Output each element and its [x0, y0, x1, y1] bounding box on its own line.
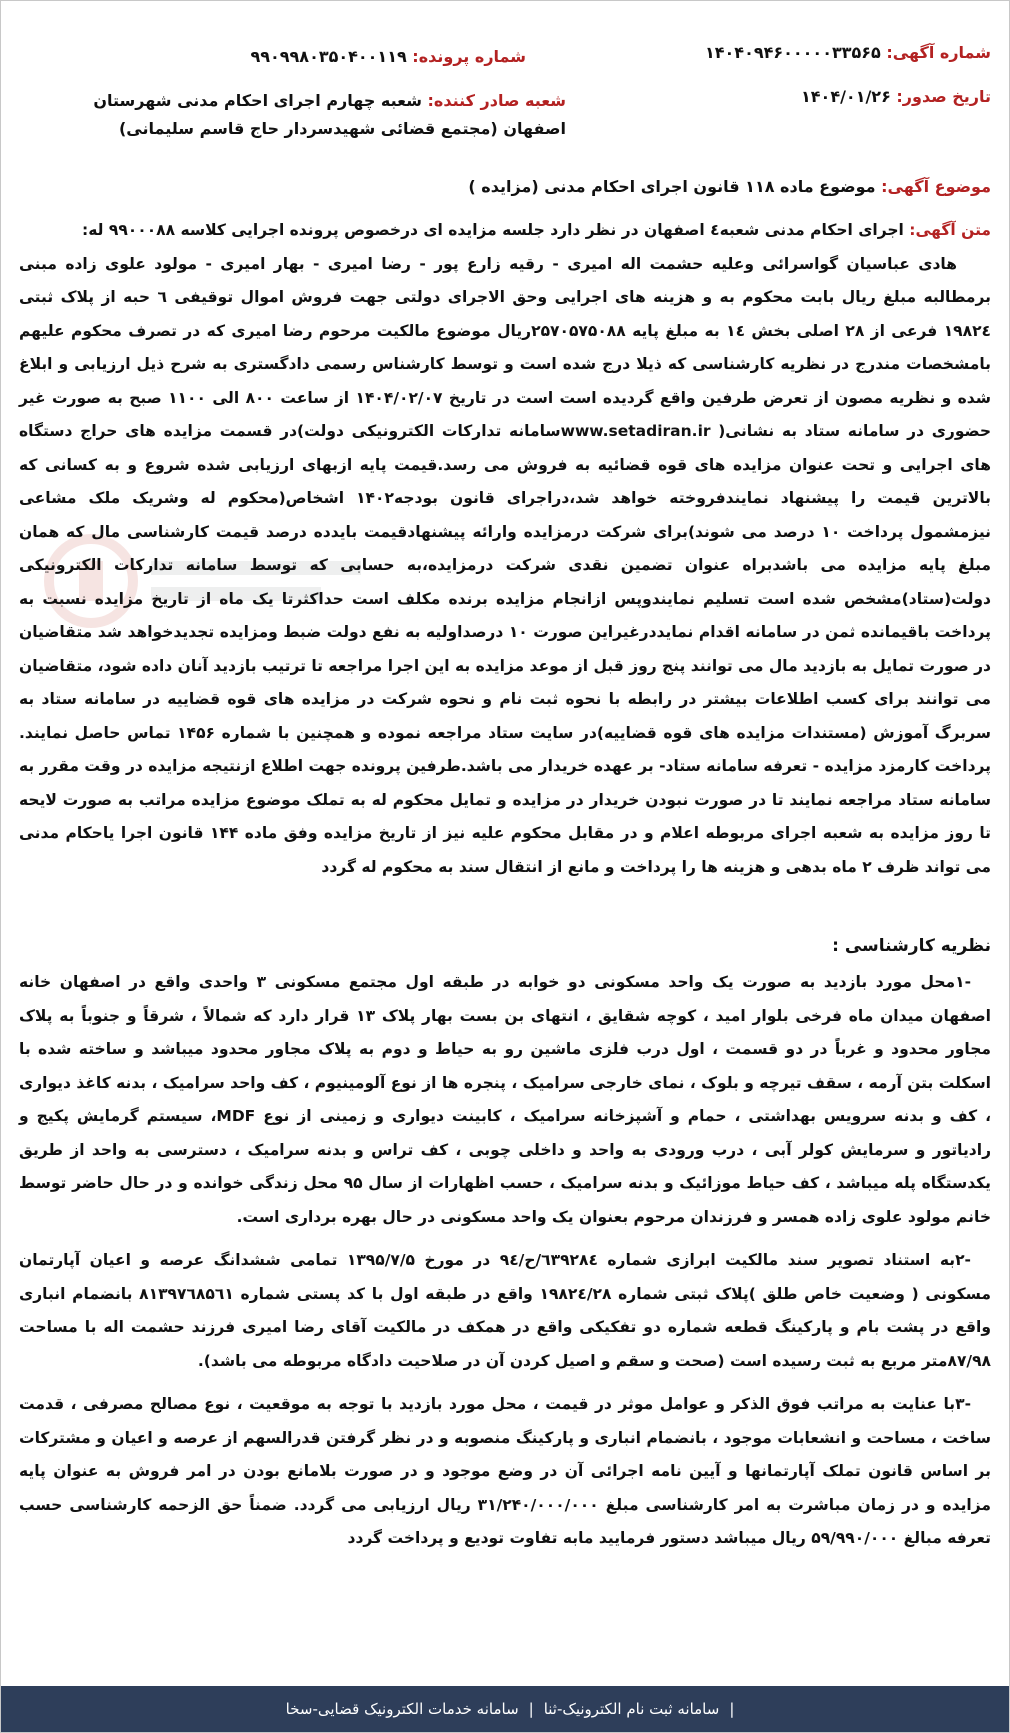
expert-item-3: -۳با عنایت به مراتب فوق الذکر و عوامل موثر در قیمت ، محل مورد بازدید با توجه به موقعیت ، نوع مصالح مصرفی ، قدمت ساخت ، مساحت و انشعابات موجود ، بانضمام انباری و پارکینگ منصوبه و در نظر گرفتن قدرالسهم از عرصه و اعیان و مشترکات بر اساس قانون تملک آپارتمانها و آیین نامه اجرائی آن در وضع موجود و در صورت بلامانع بودن در امر فروش به عنوان پایه مزایده و در زمان مباشرت به امر کارشناسی مبلغ ۳۱/۲۴۰/۰۰۰/۰۰۰ ریال ارزیابی می گردد. ضمناً حق الزحمه کارشناسی حسب تعرفه مبالغ ۵۹/۹۹۰/۰۰۰ ریال میباشد دستور فرمایید مابه تفاوت تودیع و پرداخت گردد	[19, 1395, 991, 1547]
issue-date: ۱۴۰۴/۰۱/۲۶	[801, 87, 891, 106]
issue-date-block	[591, 87, 991, 106]
ad-number-block	[591, 43, 991, 62]
header-row-2	[19, 87, 991, 157]
issuer: شعبه چهارم اجرای احکام مدنی شهرستان اصفهان (مجتمع قضائی شهیدسردار حاج قاسم سلیمانی)	[93, 91, 566, 138]
ad-content	[1, 1, 1009, 1686]
expert-item-2: -۲به استناد تصویر سند مالکیت ابرازی شماره ٦۳۹۲۸٤/ح/۹٤ در مورخ ۱۳۹۵/۷/۵ تمامی ششدانگ عرصه و اعیان آپارتمان مسکونی ( وضعیت خاص طلق )پلاک ثبتی شماره ۱۹۸۲٤/۲۸ واقع در طبقه اول با کد پستی شماره ۸۱۳۹۷٦۸۵٦۱ بانضمام انباری واقع در پشت بام و پارکینگ قطعه شماره دو تفکیکی واقع در همکف در مالکیت آقای رضا امیری فرزند حشمت اله با مساحت ۸۷/۹۸متر مربع به ثبت رسیده است (صحت و سقم و اصیل کردن آن در صلاحیت دادگاه مربوطه می باشد).	[19, 1251, 991, 1370]
case-number-block	[0, 43, 566, 71]
case-number-label: شماره پرونده:	[412, 47, 526, 66]
expert-item-1: -۱محل مورد بازدید به صورت یک واحد مسکونی دو خوابه در طبقه اول مجتمع مسکونی ۳ واحدی واقع در اصفهان خانه اصفهان میدان ماه فرخی بلوار امید ، کوچه شقایق ، انتهای بن بست بهار پلاک ۱۳ قرار دارد که شمالاً ، شرقاً و جنوباً به پلاک مجاور محدود و غرباً در دو قسمت ، اول درب فلزی ماشین رو به حیاط و دوم به پلاک مجاور محدود میباشد و ساخته شده با اسکلت بتن آرمه ، سقف تیرچه و بلوک ، نمای خارجی سرامیک ، پنجره ها از نوع آلومینیوم ، کف واحد سرامیک ، بدنه کاغذ دیواری ، کف و بدنه سرویس بهداشتی ، حمام و آشپزخانه سرامیک ، کابینت دیواری و زمینی از نوع MDF، سیستم گرمایش پکیج و رادیاتور و سرمایش کولر آبی ، درب ورودی به واحد و داخلی چوبی ، کف تراس و بدنه سرامیک ، دسترسی به واحد از طریق یکدستگاه پله میباشد ، کف حیاط موزائیک و بدنه سرامیک ، حسب اظهارات از سال ۹۵ محل زندگی خوانده و در حال حاضر توسط خانم مولود علوی زاده همسر و فرزندان مرحوم بعنوان یک واحد مسکونی در حال بهره برداری است.	[19, 973, 992, 1226]
case-number: ۹۹۰۹۹۸۰۳۵۰۴۰۰۱۱۹	[250, 47, 407, 66]
subject-text: موضوع ماده ۱۱۸ قانون اجرای احکام مدنی (مزایده )	[468, 177, 876, 196]
footer-link-sana[interactable]: سامانه ثبت نام الکترونیک-ثنا	[543, 1700, 720, 1718]
issue-date-label: تاریخ صدور:	[896, 87, 991, 106]
header-row-1	[19, 43, 991, 87]
body-label: متن آگهی:	[909, 221, 991, 239]
footer-separator: |	[528, 1700, 534, 1718]
ad-number: ۱۴۰۴۰۹۴۶۰۰۰۰۰۳۳۵۶۵	[705, 43, 881, 62]
subject-label: موضوع آگهی:	[881, 177, 991, 196]
body-block	[19, 214, 991, 884]
footer-link-sakha[interactable]: سامانه خدمات الکترونیک قضایی-سخا	[285, 1700, 519, 1718]
subject-block	[19, 177, 991, 196]
issuer-block	[26, 87, 566, 143]
ad-number-label: شماره آگهی:	[886, 43, 991, 62]
footer-separator: |	[729, 1700, 735, 1718]
body-first-line: اجرای احکام مدنی شعبه٤ اصفهان در نظر دارد جلسه مزایده ای درخصوص پرونده اجرایی کلاسه ۹۹۰۰۰۸۸ له:	[82, 221, 904, 239]
body-text: هادی عباسیان گواسرائی وعلیه حشمت اله امیری - رقیه زارع پور - رضا امیری - بهار امیری - مولود علوی زاده مبنی برمطالبه مبلغ ریال بابت محکوم به و هزینه های اجرایی وحق الاجرای دولتی جهت فروش اموال توقیفی ٦ حبه از پلاک ثبتی ۱۹۸۲٤ فرعی از ۲۸ اصلی بخش ۱٤ به مبلغ پایه ۲۵۷۰۵۷۵۰۸۸ریال موضوع مالکیت مرحوم رضا امیری که در تصرف محکوم علیهم بامشخصات مندرج در نظریه کارشناسی که ذیلا درج شده است و توسط کارشناس رسمی دادگستری به شرح ذیل ارزیابی و ابلاغ شده و نظریه مصون از تعرض طرفین واقع گردیده است است در تاریخ ۱۴۰۴/۰۲/۰۷ از ساعت ۸۰۰ الی ۱۱۰۰ صبح به صورت غیر حضوری در سامانه ستاد به نشانی( www.setadiran.irسامانه تدارکات الکترونیکی دولت)در قسمت مزایده های حراج دستگاه های اجرایی و تحت عنوان مزایده های قوه قضائیه به فروش می رسد.قیمت پایه ازبهای ارزیابی شده شروع و به کسانی که بالاترین قیمت را پیشنهاد نمایندفروخته خواهد شد،دراجرای قانون بودجه۱۴۰۲ اشخاص(محکوم له وشریک ملک مشاعی نیزمشمول پرداخت ۱۰ درصد می شوند)برای شرکت درمزایده وارائه پیشنهادقیمت بایدده درصد قیمت کارشناسی مال که همان مبلغ پایه مزایده می باشدبراه عنوان تضمین نقدی شرکت درمزایده،به حسابی که توسط سامانه تدارکات الکترونیکی دولت(ستاد)مشخص شده است تسلیم نمایندوپس ازانجام مزایده برنده مکلف است حداکثرتا یک ماه از تاریخ مزایده نسبت به پرداخت باقیمانده ثمن در سامانه اقدام نمایددرغیراین صورت ۱۰ درصداولیه به نفع دولت ضبط ومزایده تجدیدخواهد شد متقاضیان در صورت تمایل به بازدید مال می توانند پنج روز قبل از موعد مزایده به این اجرا مراجعه تا ترتیب بازدید آنان داده شود، متقاضیان می توانند برای کسب اطلاعات بیشتر در رابطه با نحوه ثبت نام و نحوه شرکت در مزایده های قوه قضاییه در سامانه ستاد به سربرگ آموزش (مستندات مزایده های قوه قضاییه)در سایت ستاد مراجعه نموده و همچنین با شماره ۱۴۵۶ تماس حاصل نمایند. پرداخت کارمزد مزایده - تعرفه سامانه ستاد- بر عهده خریدار می باشد.طرفین پرونده جهت اطلاع ازنتیجه مزایده در وقت مقرر به سامانه ستاد مراجعه نمایند تا در صورت نبودن خریدار در مزایده و تمایل محکوم له به تملک موضوع مزایده مراتب به صورت لایحه تا روز مزایده به شعبه اجرای مربوطه اعلام و در مقابل محکوم علیه نیز از تاریخ مزایده وفق ماده ۱۴۴ قانون اجرا یاحکام مدنی می تواند ظرف ۲ ماه بدهی و هزینه ها را پرداخت و مانع از انتقال سند به محکوم له گردد	[19, 254, 992, 876]
issuer-label: شعبه صادر کننده:	[427, 91, 566, 110]
footer-bar	[1, 1686, 1009, 1732]
expert-title: نظریه کارشناسی :	[832, 936, 991, 956]
